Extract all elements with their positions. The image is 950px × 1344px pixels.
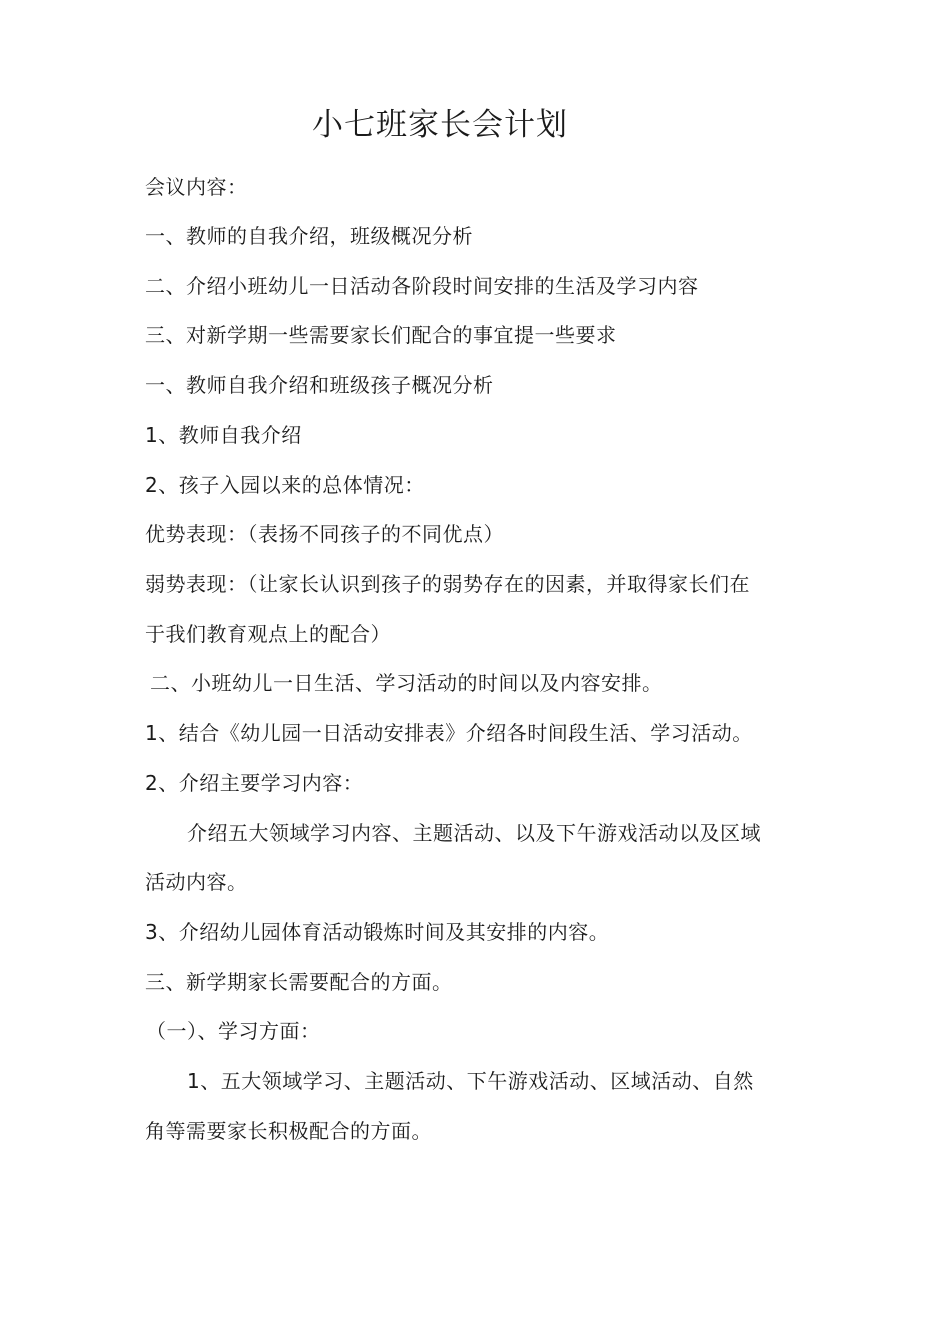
text-line: 二、介绍小班幼儿一日活动各阶段时间安排的生活及学习内容 [145,274,699,298]
text-line: 介绍五大领域学习内容、主题活动、以及下午游戏活动以及区域 [187,821,761,845]
text-line: 二、小班幼儿一日生活、学习活动的时间以及内容安排。 [150,671,663,695]
document-title: 小七班家长会计划 [312,107,568,143]
text-line: 2、孩子入园以来的总体情况： [145,473,425,497]
text-line: 三、对新学期一些需要家长们配合的事宜提一些要求 [145,323,617,347]
text-line: 活动内容。 [145,870,248,894]
text-line: 优势表现：（表扬不同孩子的不同优点） [145,522,504,546]
text-line: 三、新学期家长需要配合的方面。 [145,970,453,994]
text-line: 1、教师自我介绍 [145,423,302,447]
text-line: 于我们教育观点上的配合） [145,622,391,646]
text-line: 2、介绍主要学习内容： [145,771,364,795]
text-line: 一、教师的自我介绍，班级概况分析 [145,224,473,248]
text-line: 角等需要家长积极配合的方面。 [145,1119,432,1143]
text-line: 1、五大领域学习、主题活动、下午游戏活动、区域活动、自然 [187,1069,754,1093]
text-line: （一）、学习方面： [146,1019,321,1043]
text-line: 一、教师自我介绍和班级孩子概况分析 [145,373,494,397]
text-line: 3、介绍幼儿园体育活动锻炼时间及其安排的内容。 [145,920,610,944]
text-line: 弱势表现：（让家长认识到孩子的弱势存在的因素，并取得家长们在 [145,572,750,596]
text-line: 会议内容： [145,175,248,199]
text-line: 1、结合《幼儿园一日活动安排表》介绍各时间段生活、学习活动。 [145,721,753,745]
